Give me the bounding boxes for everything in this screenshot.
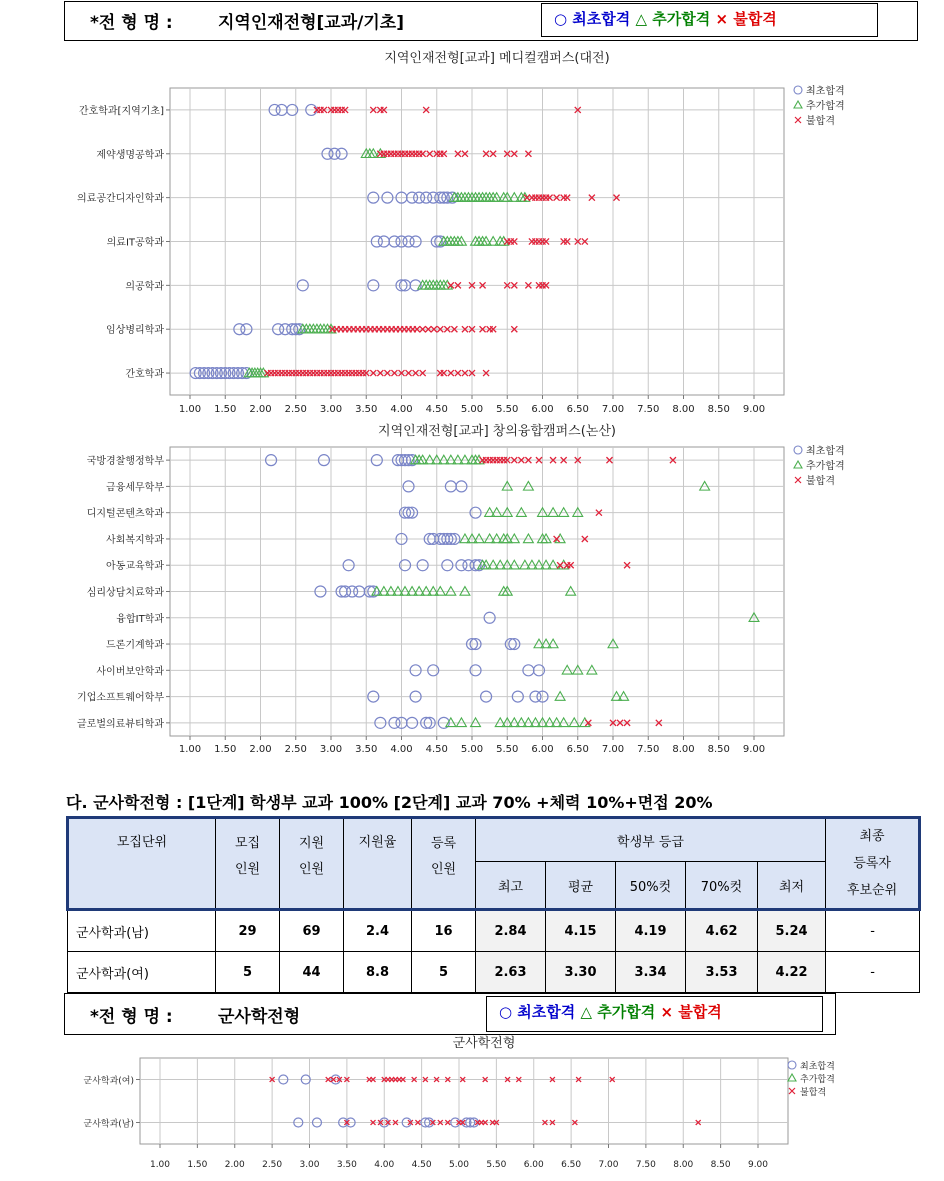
plot-area [140,1058,788,1144]
x-tick-label: 6.50 [566,744,589,755]
col-apply [280,818,344,910]
category-label: 군사학과(여) [83,1076,134,1087]
x-tick-label: 1.00 [178,404,202,415]
legend-marker-first [794,446,802,454]
cell-grade-50: 4.19 [616,910,686,952]
x-tick-label: 5.50 [496,404,519,415]
legend-marker-fail [789,1088,795,1094]
x-tick-label: 6.00 [523,1160,544,1170]
legend-first-label: ○ 최초합격 [554,10,631,28]
category-label: 드론기계학과 [106,640,164,652]
x-tick-label: 7.00 [598,1160,619,1170]
cell-unit: 군사학과(여) [68,952,216,993]
col-final-line2: 등록자 [853,856,891,871]
col-unit [68,818,216,910]
x-tick-label: 4.00 [390,744,413,755]
chart-creative-campus [64,420,846,760]
cell-reg: 5 [412,952,476,993]
legend-marker-first [788,1061,796,1069]
x-tick-label: 3.50 [355,744,378,755]
col-recruit-line2: 인원 [234,862,261,877]
x-tick-label: 6.00 [531,744,554,755]
x-tick-label: 6.50 [561,1160,582,1170]
col-reg-line2: 인원 [430,862,457,877]
cell-grade-min: 5.24 [758,910,826,952]
col-rate-label: 지원율 [358,835,397,850]
cell-grade-50: 3.34 [616,952,686,993]
category-label: 제약생명공학과 [96,149,164,161]
category-label: 사이버보안학과 [96,666,164,678]
x-tick-label: 3.00 [299,1160,320,1170]
cell-final: - [826,952,920,993]
x-tick-label: 5.00 [460,744,484,755]
legend-fail-label: × 불합격 [715,10,777,28]
chart-military [64,1034,846,1180]
table-row [68,910,920,952]
x-tick-label: 1.00 [178,744,202,755]
legend-label-additional: 추가합격 [806,461,845,472]
section-title: 다. 군사학전형 : [1단계] 학생부 교과 100% [2단계] 교과 70% +체력 10%+면접 20% [66,793,713,812]
chart-medical-campus [64,42,846,420]
col-final-line3: 후보순위 [846,883,898,898]
col-grade-70 [686,862,758,910]
cell-grade-70: 3.53 [686,952,758,993]
cell-recruit: 29 [216,910,280,952]
legend-label-fail: 불합격 [800,1088,827,1098]
x-tick-label: 2.50 [262,1160,283,1170]
col-apply-line1: 지원 [298,836,325,851]
category-label: 간호학과[지역기초] [78,105,164,117]
cell-final: - [826,910,920,952]
x-tick-label: 1.50 [187,1160,208,1170]
cell-rate: 2.4 [344,910,412,952]
x-tick-label: 4.50 [411,1160,432,1170]
col-grade-min [758,862,826,910]
col-grade-max [476,862,546,910]
x-tick-label: 8.00 [673,1160,694,1170]
legend-label-first: 최초합격 [800,1062,835,1072]
category-label: 글로벌의료뷰티학과 [77,718,164,730]
x-tick-label: 3.00 [319,744,343,755]
x-tick-label: 2.00 [249,404,272,415]
cell-grade-70: 4.62 [686,910,758,952]
admission-type-value-1: 지역인재전형[교과/기초] [218,13,404,33]
col-rate [344,818,412,910]
legend-marker-additional [794,101,802,108]
legend-header-2 [486,996,823,1032]
col-reg [412,818,476,910]
category-label: 국방경찰행정학부 [86,456,164,468]
category-label: 사회복지학과 [106,534,164,546]
x-tick-label: 4.00 [374,1160,395,1170]
x-tick-label: 2.00 [249,744,272,755]
x-tick-label: 6.00 [531,404,554,415]
legend-label-fail: 불합격 [806,116,835,127]
cell-grade-avg: 3.30 [546,952,616,993]
category-label: 의료IT공학과 [106,237,164,249]
x-tick-label: 4.50 [425,744,448,755]
category-label: 군사학과(남) [83,1119,134,1130]
x-tick-label: 1.00 [149,1160,171,1170]
chart-title: 군사학전형 [452,1036,516,1051]
cell-grade-min: 4.22 [758,952,826,993]
legend-marker-additional [788,1074,796,1081]
x-tick-label: 5.00 [460,404,484,415]
col-grade-70-label: 70%컷 [700,879,743,895]
table-row [68,952,920,993]
cell-apply: 69 [280,910,344,952]
legend-label-additional: 추가합격 [800,1075,835,1085]
category-label: 디지털콘텐츠학과 [86,508,164,520]
admission-type-label-2: *전 형 명 : [90,1007,173,1027]
x-tick-label: 8.50 [707,404,730,415]
category-label: 의료공간디자인학과 [77,193,164,205]
legend-fail-label-2: × 불합격 [660,1003,722,1021]
legend-marker-fail [795,117,801,123]
x-tick-label: 8.50 [710,1160,731,1170]
x-tick-label: 8.50 [707,744,730,755]
col-apply-line2: 인원 [298,862,325,877]
category-label: 의공학과 [125,281,164,293]
x-tick-label: 1.50 [214,744,237,755]
category-label: 기업소프트웨어학부 [77,692,164,704]
x-tick-label: 7.50 [637,744,660,755]
legend-label-first: 최초합격 [806,446,845,457]
x-tick-label: 8.00 [672,404,695,415]
x-tick-label: 7.50 [635,1160,656,1170]
x-tick-label: 3.50 [355,404,378,415]
legend-additional-label: △ 추가합격 [635,10,711,28]
col-grade-min-label: 최저 [778,879,805,895]
chart-title: 지역인재전형[교과] 창의융합캠퍼스(논산) [378,424,616,439]
col-unit-label: 모집단위 [116,835,168,850]
category-label: 아동교육학과 [106,561,164,573]
legend-marker-additional [794,461,802,468]
grade-table [66,816,921,993]
col-final [826,818,920,910]
x-tick-label: 5.50 [486,1160,507,1170]
legend-label-first: 최초합격 [806,86,845,97]
cell-recruit: 5 [216,952,280,993]
col-grade-avg-label: 평균 [567,879,594,895]
category-label: 간호학과 [125,369,164,381]
col-grade-group-label: 학생부 등급 [617,834,684,850]
legend-marker-fail [795,477,801,483]
x-tick-label: 3.50 [336,1160,357,1170]
x-tick-label: 2.50 [284,404,307,415]
col-grade-50-label: 50%컷 [629,879,672,895]
admission-type-value-2: 군사학전형 [218,1007,301,1027]
col-recruit [216,818,280,910]
category-label: 융합IT학과 [116,613,164,625]
col-reg-line1: 등록 [430,836,457,851]
x-tick-label: 7.00 [601,404,625,415]
legend-label-fail: 불합격 [806,476,835,487]
col-grade-max-label: 최고 [497,879,524,895]
cell-apply: 44 [280,952,344,993]
legend-first-label-2: ○ 최초합격 [499,1003,576,1021]
legend-header-1 [541,3,878,37]
cell-grade-max: 2.84 [476,910,546,952]
x-tick-label: 7.00 [601,744,625,755]
x-tick-label: 5.00 [448,1160,470,1170]
x-tick-label: 6.50 [566,404,589,415]
cell-rate: 8.8 [344,952,412,993]
x-tick-label: 9.00 [747,1160,769,1170]
category-label: 심리상담치료학과 [86,587,164,599]
cell-grade-max: 2.63 [476,952,546,993]
x-tick-label: 1.50 [214,404,237,415]
x-tick-label: 2.00 [224,1160,245,1170]
admission-type-label-1: *전 형 명 : [90,13,173,33]
cell-unit: 군사학과(남) [68,910,216,952]
col-grade-50 [616,862,686,910]
legend-marker-first [794,86,802,94]
x-tick-label: 9.00 [742,404,766,415]
category-label: 금융세무학부 [106,482,164,494]
legend-label-additional: 추가합격 [806,101,845,112]
x-tick-label: 5.50 [496,744,519,755]
col-grade-group [476,818,826,862]
x-tick-label: 4.00 [390,404,413,415]
x-tick-label: 9.00 [742,744,766,755]
x-tick-label: 8.00 [672,744,695,755]
chart-title: 지역인재전형[교과] 메디컬캠퍼스(대전) [384,51,610,66]
x-tick-label: 4.50 [425,404,448,415]
col-final-line1: 최종 [859,829,885,844]
cell-grade-avg: 4.15 [546,910,616,952]
legend-additional-label-2: △ 추가합격 [580,1003,656,1021]
x-tick-label: 2.50 [284,744,307,755]
cell-reg: 16 [412,910,476,952]
x-tick-label: 7.50 [637,404,660,415]
x-tick-label: 3.00 [319,404,343,415]
category-label: 임상병리학과 [106,325,164,337]
col-grade-avg [546,862,616,910]
col-recruit-line1: 모집 [234,836,261,851]
